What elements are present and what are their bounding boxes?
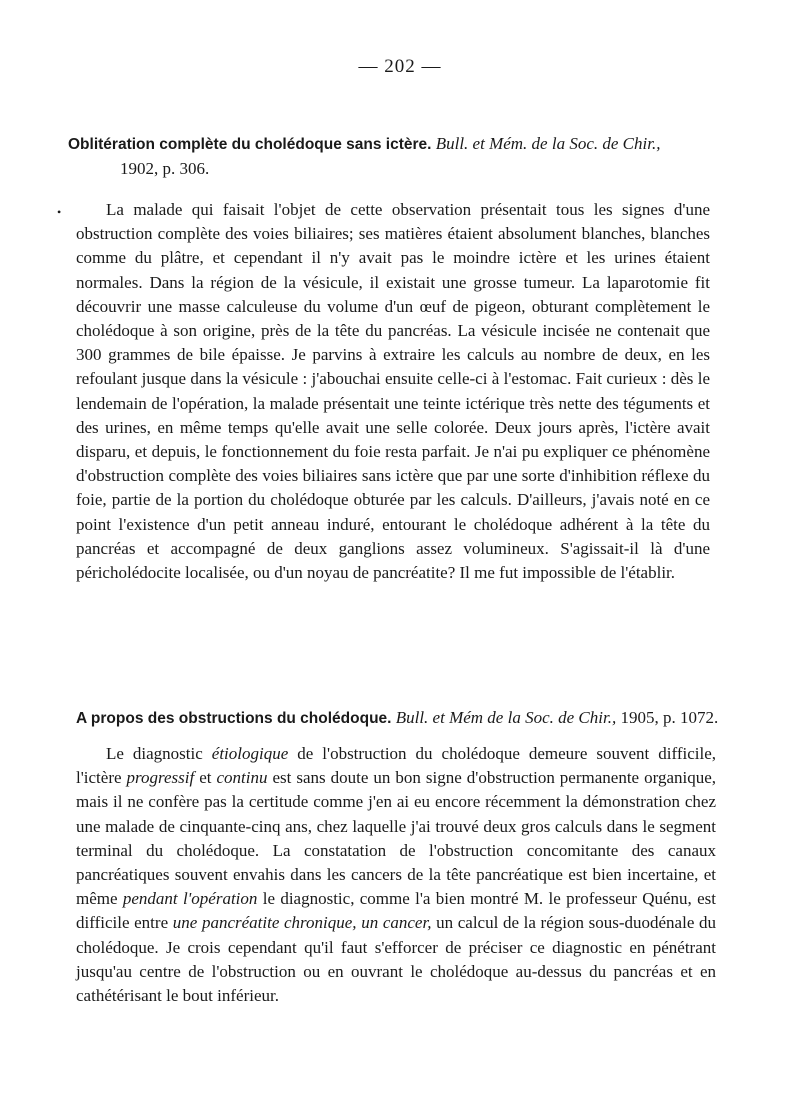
section-1-title: [68, 132, 728, 181]
emphasis-pendant-operation: pendant l'opération: [122, 889, 258, 909]
page-number: — 202 —: [358, 56, 442, 77]
emphasis-pancreatite-cancer: une pancréatite chronique, un cancer,: [172, 913, 432, 933]
section-1-body: La malade qui faisait l'objet de cette observation présentait tous les signes d'une obstruction complète des voies biliaires; ses matières étaient absolument blanches, blanches comme du plâtre, et cependant il n'y avait pas le moindre ictère et les urines étaient normales. Dans la région de la vésicule, il existait une grosse tumeur. La laparotomie fit découvrir une masse calculeuse du volume d'un œuf de pigeon, obturant complètement le cholédoque à son origine, près de la tête du pancréas. La vésicule incisée ne contenait que 300 grammes de bile épaisse. Je parvins à extraire les calculs au nombre de deux, en les refoulant jusque dans la vésicule : j'abouchai ensuite celle-ci à l'estomac. Fait curieux : dès le lendemain de l'opération, la malade présentait une teinte ictérique très nette des téguments et des urines, en même temps qu'elle avait une selle colorée. Deux jours après, l'ictère avait disparu, et depuis, le fonctionnement du foie resta parfait. Je n'ai pu expliquer ce phénomène d'obstruction complète des voies biliaires sans ictère que par une sorte d'inhibition réflexe du foie, partie de la portion du cholédoque obturée par les calculs. D'ailleurs, j'avais noté en ce point l'existence d'un petit anneau induré, entourant le cholédoque adhérent à la tête du pancréas et accompagné de deux ganglions assez volumineux. S'agissait-il là d'une péricholédocite localisée, ou d'un noyau de pancréatite? Il me fut impossible de l'établir.: [76, 200, 710, 583]
emphasis-continu: continu: [216, 768, 268, 788]
section-2-reference-tail: 1905, p. 1072.: [620, 708, 719, 727]
section-1-heading: Oblitération complète du cholédoque sans ictère.: [68, 136, 432, 153]
section-2-title: [76, 706, 736, 731]
body-text: Le diagnostic: [106, 744, 212, 763]
margin-mark: •: [57, 205, 62, 219]
body-text: est sans doute un bon signe d'obstruction permanente organique, mais il ne confère pas la certitude comme j'en ai eu encore récemment la démonstration chez une malade de cinquante-cinq ans, chez laquelle j'ai trouvé deux gros calculs dans le segment terminal du cholédoque. La constatation de l'obstruction concomitante des canaux pancréatiques souvent envahis dans les cancers de la tête pancréatique est bien incertaine, et même: [76, 768, 717, 909]
emphasis-progressif: progressif: [126, 768, 195, 788]
section-2-reference: Bull. et Mém de la Soc. de Chir.,: [395, 708, 617, 727]
section-1-reference-tail: 1902, p. 306.: [120, 159, 210, 178]
body-text: le diagnostic, comme l'a bien montré M. le professeur Quénu, est difficile entre: [76, 889, 716, 933]
body-text: de l'obstruction du cholédoque demeure souvent difficile, l'ictère: [76, 744, 716, 788]
body-text: un calcul de la région sous-duodénale du cholédoque. Je crois cependant qu'il faut s'efforcer de préciser ce diagnostic en pénétrant jusqu'au centre de l'obstruction ou en ouvrant le cholédoque au-dessus du pancréas et en cathétérisant le bout inférieur.: [76, 913, 716, 1006]
section-2-body: [76, 742, 716, 1008]
section-1-reference: Bull. et Mém. de la Soc. de Chir.,: [435, 134, 661, 153]
emphasis-etiologique: étiologique: [211, 744, 289, 763]
section-2-heading: A propos des obstructions du cholédoque.: [76, 710, 392, 727]
body-text: et: [194, 768, 217, 788]
